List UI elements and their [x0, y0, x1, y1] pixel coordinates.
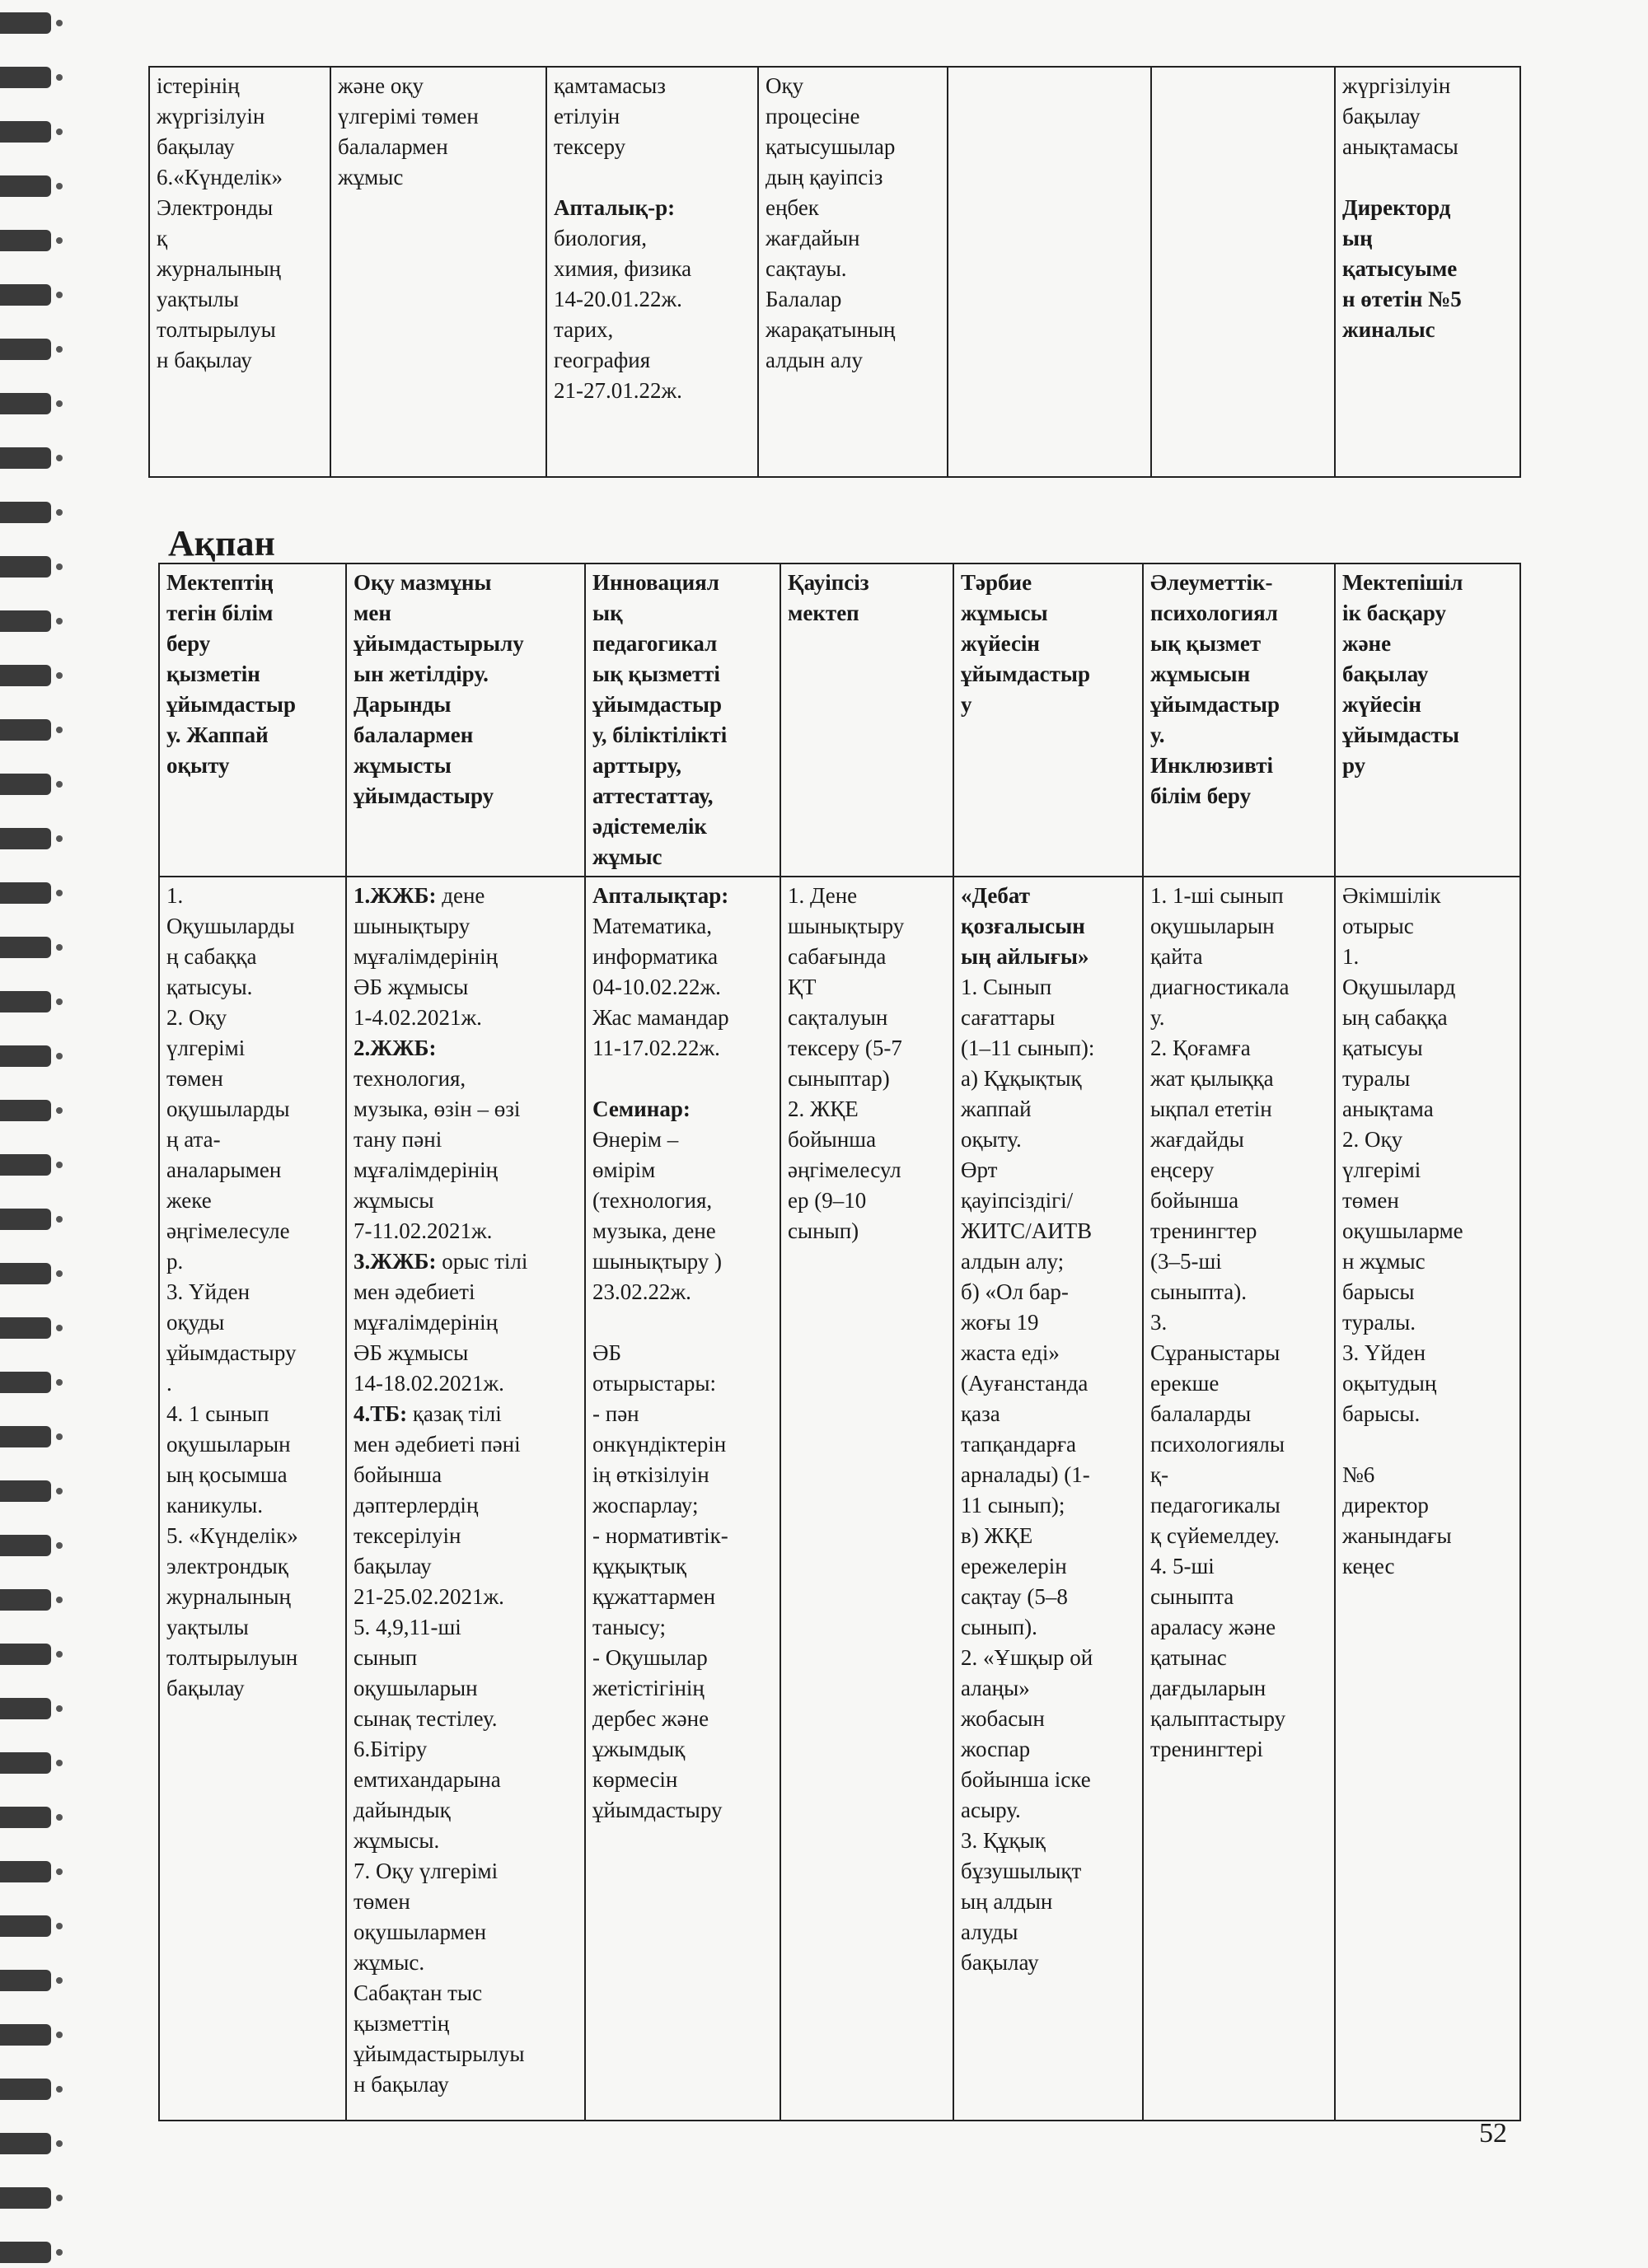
binding-ring: [0, 1698, 51, 1719]
binding-ring: [0, 1644, 51, 1665]
table-cell: [546, 67, 758, 477]
binding-ring: [0, 1100, 51, 1121]
binding-ring: [0, 2187, 51, 2209]
binding-ring: [0, 1154, 51, 1176]
item-text: қазақ тілі мен әдебиеті пәні бойынша дәптерлердің тексерілуін бақылау 21-25.02.2021ж. 5. 4,9,11-ші сынып оқушыларын сынақ тестілеу. 6.Бітіру емтихандарына дайындық жұмысы. 7. Оқу үлгерімі төмен оқушылармен жұмыс. Сабақтан тыс қызметтің ұйымдастырылуы н бақылау: [353, 1401, 525, 2097]
seminar-label: Семинар:: [592, 1097, 691, 1121]
binding-ring: [0, 339, 51, 360]
binding-ring: [0, 2133, 51, 2154]
item-label: 3.ЖЖБ:: [353, 1249, 437, 1274]
table-cell: [948, 67, 1151, 477]
binding-ring: [0, 2079, 51, 2100]
table-cell: [1335, 67, 1520, 477]
binding-ring: [0, 828, 51, 849]
binding-ring: [0, 284, 51, 306]
binding-ring: [0, 1209, 51, 1230]
binding-ring: [0, 12, 51, 34]
spiral-binding: [0, 0, 66, 2268]
binding-ring: [0, 502, 51, 523]
table-cell: [585, 877, 780, 2121]
binding-ring: [0, 1535, 51, 1556]
cell-text: жүргізілуін бақылау анықтамасы: [1342, 73, 1458, 159]
continued-plan-table: [148, 66, 1521, 478]
binding-ring: [0, 719, 51, 741]
table-cell: 1. Оқушыларды ң сабаққа қатысуы. 2. Оқу үлгерімі төмен оқушыларды ң ата- аналарымен жеке әңгімелесуле р. 3. Үйден оқуды ұйымдастыру . 4. 1 сынып оқушыларын ың қосымша каникулы. 5. «Күнделік» электрондық журналының уақтылы толтырылуын бақылау: [159, 877, 346, 2121]
binding-ring: [0, 2242, 51, 2263]
binding-ring: [0, 1263, 51, 1284]
page-number: 52: [1479, 2118, 1507, 2149]
table-cell: және оқу үлгерімі төмен балалармен жұмыс: [330, 67, 546, 477]
meeting-text: Директорд ың қатысуыме н өтетін №5 жиналыс: [1342, 195, 1462, 342]
event-title: «Дебат қозғалысын ың айлығы»: [961, 883, 1089, 969]
binding-ring: [0, 1861, 51, 1882]
binding-ring: [0, 1480, 51, 1502]
binding-ring: [0, 175, 51, 197]
binding-ring: [0, 121, 51, 143]
binding-ring: [0, 665, 51, 686]
binding-ring: [0, 447, 51, 469]
table-row: [159, 877, 1520, 2121]
binding-ring: [0, 1317, 51, 1339]
binding-ring: [0, 991, 51, 1012]
column-header: Қауіпсіз мектеп: [780, 563, 953, 877]
column-header: Мектепішіл ік басқару және бақылау жүйесін ұйымдасты ру: [1335, 563, 1520, 877]
table-cell: [1151, 67, 1335, 477]
table-cell: [346, 877, 585, 2121]
item-label: 4.ТБ:: [353, 1401, 408, 1426]
item-label: 1.ЖЖБ:: [353, 883, 437, 908]
binding-ring: [0, 230, 51, 251]
binding-ring: [0, 1372, 51, 1393]
table-header-row: [159, 563, 1520, 877]
table-cell: істерінің жүргізілуін бақылау 6.«Күнделік» Электронды қ журналының уақтылы толтырылуы н бақылау: [149, 67, 330, 477]
binding-ring: [0, 67, 51, 88]
column-header: Оқу мазмұны мен ұйымдастырылу ын жетілдіру. Дарынды балалармен жұмысты ұйымдастыру: [346, 563, 585, 877]
column-header: Мектептің тегін білім беру қызметін ұйымдастыр у. Жаппай оқыту: [159, 563, 346, 877]
binding-ring: [0, 1426, 51, 1447]
binding-ring: [0, 1915, 51, 1937]
weeks-text: Математика, информатика 04-10.02.22ж. Жас мамандар 11-17.02.22ж.: [592, 914, 729, 1060]
binding-ring: [0, 1045, 51, 1067]
binding-ring: [0, 1807, 51, 1828]
column-header: Тәрбие жұмысы жүйесін ұйымдастыр у: [953, 563, 1143, 877]
february-plan-table: [158, 563, 1521, 2121]
column-header: Инновациял ық педагогикал ық қызметті ұйымдастыр у, біліктілікті арттыру, аттестаттау, әдістемелік жұмыс: [585, 563, 780, 877]
item-text: дене шынықтыру мұғалімдерінің ӘБ жұмысы 1-4.02.2021ж.: [353, 883, 499, 1030]
binding-ring: [0, 937, 51, 958]
item-text: орыс тілі мен әдебиеті мұғалімдерінің ӘБ жұмысы 14-18.02.2021ж.: [353, 1249, 528, 1396]
table-cell: [953, 877, 1143, 2121]
binding-ring: [0, 556, 51, 578]
table-cell: 1. Дене шынықтыру сабағында ҚТ сақталуын тексеру (5-7 сыныптар) 2. ЖҚЕ бойынша әңгімелесул ер (9–10 сынып): [780, 877, 953, 2121]
binding-ring: [0, 882, 51, 904]
binding-ring: [0, 2024, 51, 2046]
binding-ring: [0, 1589, 51, 1611]
month-title: Ақпан: [168, 523, 275, 563]
table-cell: Әкімшілік отырыс 1. Оқушылард ың сабаққа қатысуы туралы анықтама 2. Оқу үлгерімі төмен оқушыларме н жұмыс барысы туралы. 3. Үйден оқытудың барысы. №6 директор жанындағы кеңес: [1335, 877, 1520, 2121]
table-cell: 1. 1-ші сынып оқушыларын қайта диагностикала у. 2. Қоғамға жат қылыққа ықпал ететін жағдайды еңсеру бойынша тренингтер (3–5-ші сыныпта). 3. Сұраныстары ерекше балаларды психологиялы қ- педагогикалы қ сүйемелдеу. 4. 5-ші сыныпта араласу және қатынас дағдыларын қалыптастыру тренингтері: [1143, 877, 1335, 2121]
binding-ring: [0, 1970, 51, 1991]
binding-ring: [0, 774, 51, 795]
column-header: Әлеуметтік- психологиял ық қызмет жұмысын ұйымдастыр у. Инклюзивті білім беру: [1143, 563, 1335, 877]
event-text: 1. Сынып сағаттары (1–11 сынып): а) Құқықтық жаппай оқыту. Өрт қауіпсіздігі/ ЖИТС/АИТВ алдын алу; б) «Ол бар- жоғы 19 жаста еді» (Ауғанстанда қаза тапқандарға арналады) (1- 11 сынып); в) ЖҚЕ ережелерін сақтау (5–8 сынып). 2. «Ұшқыр ой алаңы» жобасын жоспар бойынша іске асыру. 3. Құқық бұзушылықт ың алдын алуды бақылау: [961, 975, 1095, 1975]
binding-ring: [0, 610, 51, 632]
weekly-title: Апталық-р:: [554, 195, 676, 220]
table-row: [149, 67, 1520, 477]
binding-ring: [0, 393, 51, 414]
weeks-label: Апталықтар:: [592, 883, 729, 908]
seminar-text: Өнерім – өмірім (технология, музыка, дене шынықтыру ) 23.02.22ж. ӘБ отырыстары: - пән онкүндіктерін ің өткізілуін жоспарлау; - нормативтік- құқықтық құжаттармен танысу; - Оқушылар жетістігінің дербес және ұжымдық көрмесін ұйымдастыру: [592, 1127, 728, 1822]
table-cell: Оқу процесіне қатысушылар дың қауіпсіз еңбек жағдайын сақтауы. Балалар жарақатының алдын алу: [758, 67, 948, 477]
item-label: 2.ЖЖБ:: [353, 1036, 437, 1060]
weekly-text: биология, химия, физика 14-20.01.22ж. тарих, география 21-27.01.22ж.: [554, 226, 692, 403]
binding-ring: [0, 1752, 51, 1774]
cell-text: қамтамасыз етілуін тексеру: [554, 73, 666, 159]
item-text: технология, музыка, өзін – өзі тану пәні мұғалімдерінің жұмысы 7-11.02.2021ж.: [353, 1066, 521, 1243]
